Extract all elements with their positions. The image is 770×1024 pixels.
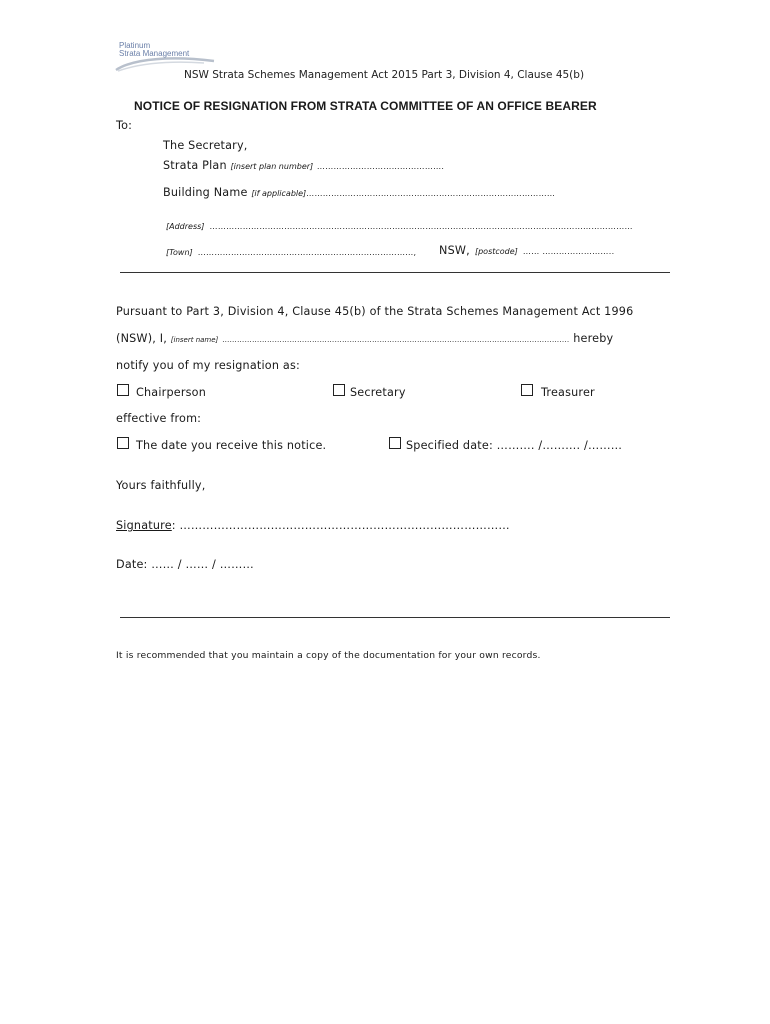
- chairperson-label: Chairperson: [136, 386, 207, 399]
- nsw-i-label: (NSW), I,: [116, 332, 168, 345]
- building-name-row: [163, 186, 555, 199]
- receive-date-label: The date you receive this notice.: [136, 439, 327, 452]
- name-hint: [insert name]: [170, 336, 219, 344]
- address-field[interactable]: ………………………………………………………………………………………………………………………………………: [209, 222, 633, 231]
- town-row: [166, 240, 416, 259]
- postcode-field[interactable]: …… ……………………..: [522, 247, 615, 256]
- receive-date-checkbox[interactable]: [117, 437, 129, 449]
- specified-date-checkbox[interactable]: [389, 437, 401, 449]
- name-field[interactable]: ………………………………………………………………………………………………………………………….: [222, 335, 570, 344]
- notify-text: notify you of my resignation as:: [116, 359, 300, 372]
- pursuant-text: Pursuant to Part 3, Division 4, Clause 45(b) of the Strata Schemes Management Act 1996: [116, 305, 634, 318]
- strata-plan-field[interactable]: ……………………………………….: [316, 162, 445, 171]
- date-field[interactable]: Date: …… / …… / ………: [116, 558, 254, 571]
- company-logo: [114, 42, 224, 72]
- town-field[interactable]: ……………………………………………………………………,: [197, 248, 417, 257]
- closing-text: Yours faithfully,: [116, 479, 206, 492]
- effective-from-label: effective from:: [116, 412, 202, 425]
- divider-bottom: [120, 617, 670, 618]
- footer-note: It is recommended that you maintain a copy of the documentation for your own records.: [116, 650, 541, 661]
- secretary-line: The Secretary,: [163, 139, 248, 152]
- building-name-field[interactable]: ………………………………………………………………………………: [306, 189, 556, 198]
- to-label: To:: [116, 119, 133, 132]
- strata-plan-hint: [insert plan number]: [230, 162, 314, 171]
- secretary-label: Secretary: [350, 386, 406, 399]
- nsw-label: NSW,: [439, 244, 470, 257]
- strata-plan-label: Strata Plan: [163, 159, 227, 172]
- logo-line-1: Platinum: [119, 41, 151, 50]
- act-reference: NSW Strata Schemes Management Act 2015 Part 3, Division 4, Clause 45(b): [184, 69, 585, 81]
- specified-date-field[interactable]: Specified date: ………. /………. /………: [406, 439, 623, 452]
- divider-top: [120, 272, 670, 273]
- document-title: NOTICE OF RESIGNATION FROM STRATA COMMITTEE OF AN OFFICE BEARER: [134, 99, 597, 113]
- town-hint: [Town]: [166, 248, 193, 257]
- postcode-row: [439, 239, 614, 258]
- postcode-hint: [postcode]: [474, 247, 518, 256]
- name-row: [116, 332, 613, 345]
- address-hint: [Address]: [166, 222, 205, 231]
- signature-row: [116, 519, 510, 532]
- secretary-checkbox[interactable]: [333, 384, 345, 396]
- building-name-hint: [if applicable]: [251, 189, 307, 198]
- building-name-label: Building Name: [163, 186, 248, 199]
- logo-line-2: Strata Management: [119, 49, 190, 58]
- signature-label: Signature: [116, 519, 172, 532]
- signature-field[interactable]: : ……………………………………………………………………………: [171, 519, 510, 532]
- strata-plan-row: [163, 159, 444, 172]
- chairperson-checkbox[interactable]: [117, 384, 129, 396]
- hereby-text: hereby: [573, 332, 614, 345]
- treasurer-checkbox[interactable]: [521, 384, 533, 396]
- address-row: [166, 214, 633, 233]
- treasurer-label: Treasurer: [541, 386, 595, 399]
